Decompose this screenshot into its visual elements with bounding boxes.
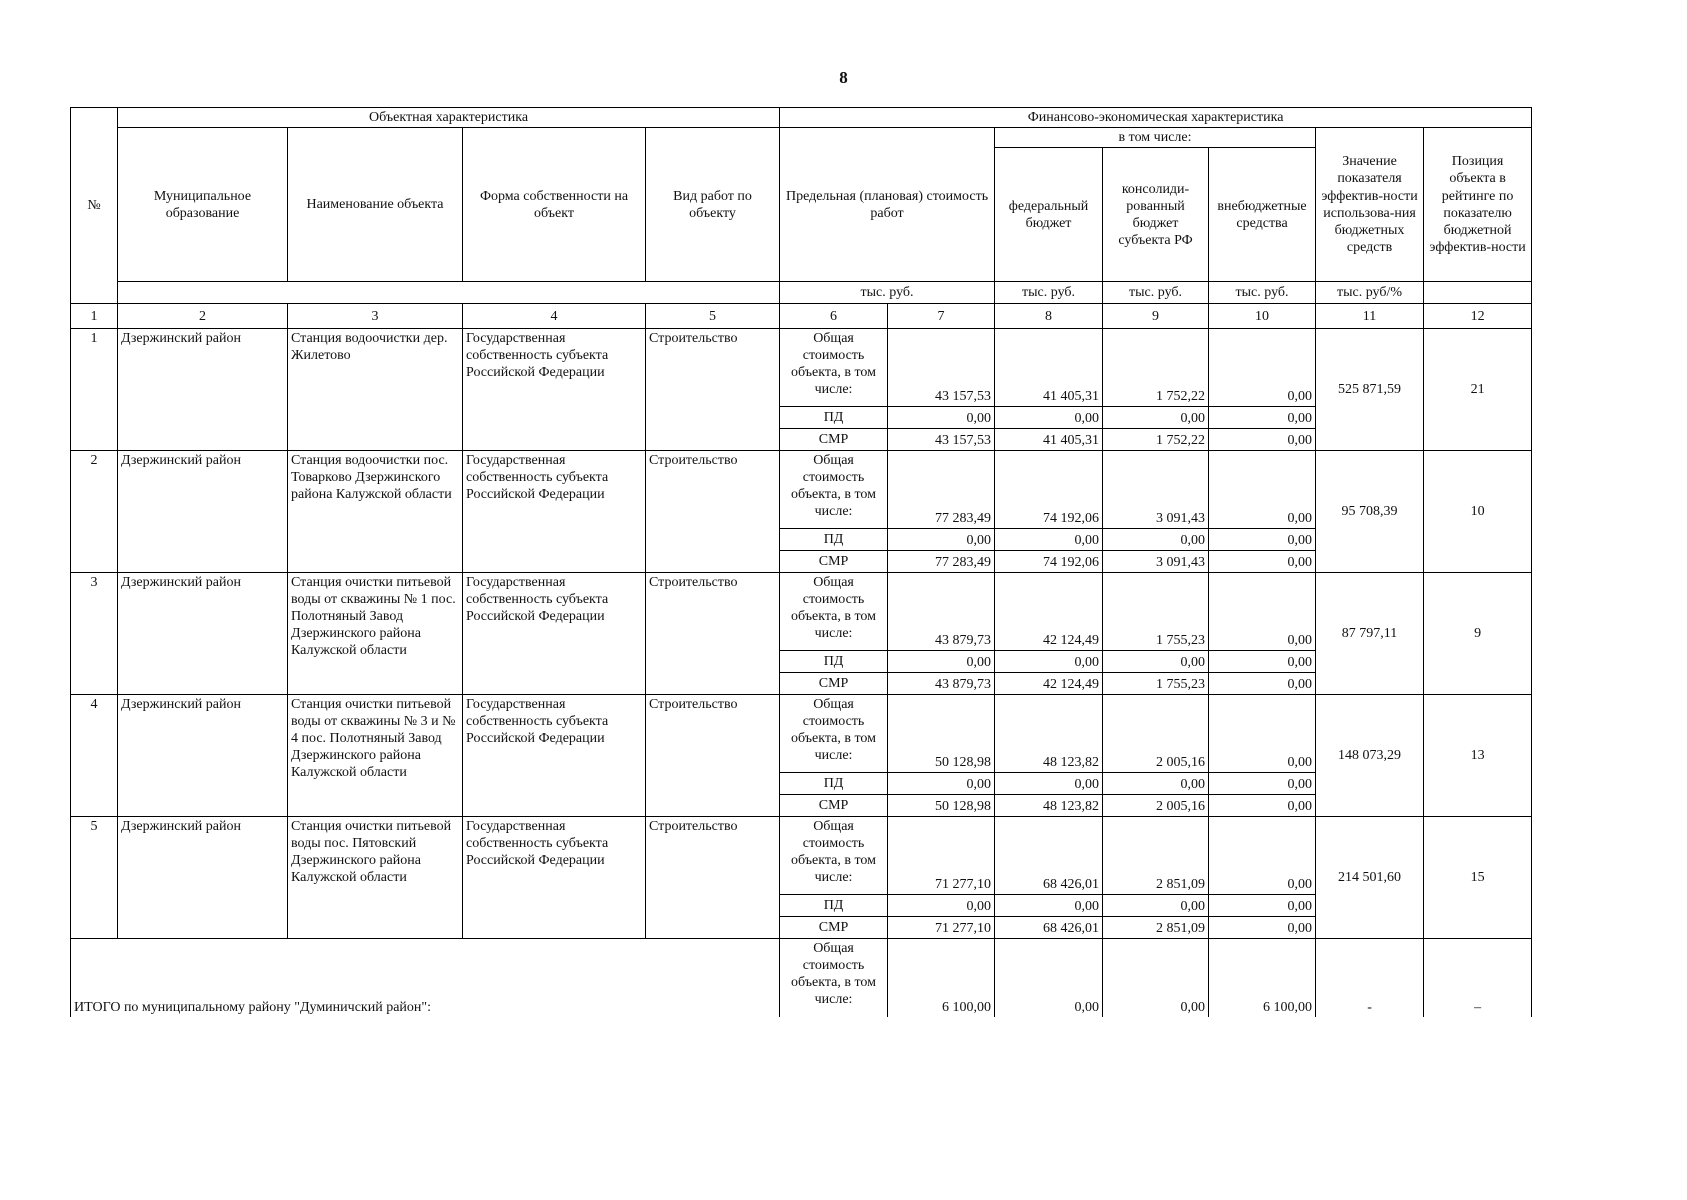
row-smr-label: СМР [780,795,888,817]
row-general-label: Общая стоимость объекта, в том числе: [780,817,888,895]
table-row [71,451,1532,529]
row-general-consolidated: 3 091,43 [1103,451,1209,529]
column-numbers-row [71,304,1532,329]
row-general-consolidated: 2 005,16 [1103,695,1209,773]
table-body [71,329,1532,1017]
row-efficiency: 525 871,59 [1316,329,1424,451]
row-pd-label: ПД [780,773,888,795]
header-unit-consolidated: тыс. руб. [1103,282,1209,304]
row-pd-cost: 0,00 [888,651,995,673]
row-pd-offbudget: 0,00 [1209,529,1316,551]
total-rating: – [1424,939,1532,1017]
row-pd-cost: 0,00 [888,529,995,551]
column-number: 5 [646,304,780,329]
row-object-name: Станция очистки питьевой воды пос. Пятовский Дзержинского района Калужской области [288,817,463,939]
row-pd-consolidated: 0,00 [1103,773,1209,795]
row-general-federal: 74 192,06 [995,451,1103,529]
row-pd-label: ПД [780,651,888,673]
row-municipality: Дзержинский район [118,573,288,695]
table-row [71,695,1532,773]
row-smr-cost: 71 277,10 [888,917,995,939]
row-general-cost: 43 157,53 [888,329,995,407]
row-smr-cost: 43 157,53 [888,429,995,451]
row-pd-offbudget: 0,00 [1209,651,1316,673]
row-number: 5 [71,817,118,939]
row-smr-consolidated: 1 752,22 [1103,429,1209,451]
header-unit-blank [118,282,780,304]
total-consolidated: 0,00 [1103,939,1209,1017]
header-federal: федеральный бюджет [995,148,1103,282]
total-offbudget: 6 100,00 [1209,939,1316,1017]
row-efficiency: 214 501,60 [1316,817,1424,939]
row-pd-cost: 0,00 [888,407,995,429]
row-smr-cost: 43 879,73 [888,673,995,695]
row-number: 1 [71,329,118,451]
row-pd-label: ПД [780,895,888,917]
investment-objects-table [70,107,1532,1017]
row-general-consolidated: 2 851,09 [1103,817,1209,895]
header-including: в том числе: [995,128,1316,148]
header-group-object: Объектная характеристика [118,108,780,128]
header-offbudget: внебюджетные средства [1209,148,1316,282]
row-smr-consolidated: 2 005,16 [1103,795,1209,817]
row-smr-offbudget: 0,00 [1209,551,1316,573]
row-smr-label: СМР [780,429,888,451]
row-pd-consolidated: 0,00 [1103,529,1209,551]
row-work-type: Строительство [646,817,780,939]
row-pd-offbudget: 0,00 [1209,407,1316,429]
row-general-cost: 71 277,10 [888,817,995,895]
header-rating: Позиция объекта в рейтинге по показателю бюджетной эффектив-ности [1424,128,1532,282]
row-work-type: Строительство [646,451,780,573]
row-number: 2 [71,451,118,573]
row-general-federal: 68 426,01 [995,817,1103,895]
row-efficiency: 148 073,29 [1316,695,1424,817]
row-ownership: Государственная собственность субъекта Российской Федерации [463,573,646,695]
row-general-consolidated: 1 755,23 [1103,573,1209,651]
total-cost: 6 100,00 [888,939,995,1017]
row-pd-consolidated: 0,00 [1103,407,1209,429]
header-unit-efficiency: тыс. руб/% [1316,282,1424,304]
row-number: 3 [71,573,118,695]
row-smr-label: СМР [780,673,888,695]
row-smr-offbudget: 0,00 [1209,673,1316,695]
row-rating: 10 [1424,451,1532,573]
row-object-name: Станция очистки питьевой воды от скважины № 3 и № 4 пос. Полотняный Завод Дзержинского района Калужской области [288,695,463,817]
row-smr-federal: 41 405,31 [995,429,1103,451]
header-num: № [71,108,118,304]
header-group-finance: Финансово-экономическая характеристика [780,108,1532,128]
row-smr-consolidated: 2 851,09 [1103,917,1209,939]
row-pd-federal: 0,00 [995,529,1103,551]
row-pd-federal: 0,00 [995,895,1103,917]
row-general-offbudget: 0,00 [1209,329,1316,407]
column-number: 8 [995,304,1103,329]
row-object-name: Станция очистки питьевой воды от скважины № 1 пос. Полотняный Завод Дзержинского района Калужской области [288,573,463,695]
header-consolidated: консолиди-рованный бюджет субъекта РФ [1103,148,1209,282]
row-smr-offbudget: 0,00 [1209,795,1316,817]
header-ownership: Форма собственности на объект [463,128,646,282]
column-number: 7 [888,304,995,329]
row-general-label: Общая стоимость объекта, в том числе: [780,451,888,529]
column-number: 6 [780,304,888,329]
row-general-federal: 42 124,49 [995,573,1103,651]
column-number: 3 [288,304,463,329]
row-smr-offbudget: 0,00 [1209,429,1316,451]
total-row [71,939,1532,1017]
row-pd-federal: 0,00 [995,407,1103,429]
row-general-offbudget: 0,00 [1209,817,1316,895]
row-smr-label: СМР [780,551,888,573]
row-smr-cost: 50 128,98 [888,795,995,817]
row-pd-label: ПД [780,407,888,429]
header-unit-federal: тыс. руб. [995,282,1103,304]
row-general-offbudget: 0,00 [1209,573,1316,651]
row-general-consolidated: 1 752,22 [1103,329,1209,407]
column-number: 9 [1103,304,1209,329]
column-number: 11 [1316,304,1424,329]
header-municipality: Муниципальное образование [118,128,288,282]
table-row [71,573,1532,651]
row-object-name: Станция водоочистки дер. Жилетово [288,329,463,451]
row-work-type: Строительство [646,695,780,817]
row-work-type: Строительство [646,329,780,451]
column-number: 2 [118,304,288,329]
row-rating: 15 [1424,817,1532,939]
column-number: 12 [1424,304,1532,329]
row-general-offbudget: 0,00 [1209,695,1316,773]
row-smr-cost: 77 283,49 [888,551,995,573]
table-row [71,817,1532,895]
column-number: 10 [1209,304,1316,329]
row-smr-federal: 68 426,01 [995,917,1103,939]
total-efficiency: - [1316,939,1424,1017]
row-object-name: Станция водоочистки пос. Товарково Дзержинского района Калужской области [288,451,463,573]
row-efficiency: 87 797,11 [1316,573,1424,695]
row-general-federal: 48 123,82 [995,695,1103,773]
row-pd-cost: 0,00 [888,773,995,795]
header-object-name: Наименование объекта [288,128,463,282]
row-general-offbudget: 0,00 [1209,451,1316,529]
row-general-label: Общая стоимость объекта, в том числе: [780,573,888,651]
table-row [71,329,1532,407]
row-ownership: Государственная собственность субъекта Российской Федерации [463,817,646,939]
row-pd-consolidated: 0,00 [1103,895,1209,917]
header-efficiency: Значение показателя эффектив-ности использова-ния бюджетных средств [1316,128,1424,282]
row-smr-federal: 42 124,49 [995,673,1103,695]
row-pd-offbudget: 0,00 [1209,895,1316,917]
row-smr-consolidated: 3 091,43 [1103,551,1209,573]
header-unit-offbudget: тыс. руб. [1209,282,1316,304]
row-ownership: Государственная собственность субъекта Российской Федерации [463,695,646,817]
total-general-label: Общая стоимость объекта, в том числе: [780,939,888,1017]
row-municipality: Дзержинский район [118,451,288,573]
row-pd-offbudget: 0,00 [1209,773,1316,795]
total-label: ИТОГО по муниципальному району "Думиничский район": [71,939,780,1017]
row-rating: 13 [1424,695,1532,817]
row-pd-cost: 0,00 [888,895,995,917]
row-smr-consolidated: 1 755,23 [1103,673,1209,695]
row-rating: 21 [1424,329,1532,451]
row-ownership: Государственная собственность субъекта Российской Федерации [463,451,646,573]
row-general-cost: 50 128,98 [888,695,995,773]
table-header [71,108,1532,329]
row-smr-federal: 48 123,82 [995,795,1103,817]
column-number: 1 [71,304,118,329]
row-municipality: Дзержинский район [118,329,288,451]
header-cost: Предельная (плановая) стоимость работ [780,128,995,282]
row-municipality: Дзержинский район [118,695,288,817]
header-work-type: Вид работ по объекту [646,128,780,282]
row-general-label: Общая стоимость объекта, в том числе: [780,695,888,773]
row-pd-federal: 0,00 [995,773,1103,795]
row-number: 4 [71,695,118,817]
row-general-cost: 43 879,73 [888,573,995,651]
row-general-federal: 41 405,31 [995,329,1103,407]
row-work-type: Строительство [646,573,780,695]
header-unit-cost: тыс. руб. [780,282,995,304]
row-general-label: Общая стоимость объекта, в том числе: [780,329,888,407]
column-number: 4 [463,304,646,329]
row-pd-consolidated: 0,00 [1103,651,1209,673]
row-smr-label: СМР [780,917,888,939]
row-pd-label: ПД [780,529,888,551]
row-municipality: Дзержинский район [118,817,288,939]
row-smr-federal: 74 192,06 [995,551,1103,573]
row-pd-federal: 0,00 [995,651,1103,673]
header-unit-rating-blank [1424,282,1532,304]
row-smr-offbudget: 0,00 [1209,917,1316,939]
row-general-cost: 77 283,49 [888,451,995,529]
page-number: 8 [839,68,848,87]
row-rating: 9 [1424,573,1532,695]
total-federal: 0,00 [995,939,1103,1017]
row-efficiency: 95 708,39 [1316,451,1424,573]
row-ownership: Государственная собственность субъекта Российской Федерации [463,329,646,451]
